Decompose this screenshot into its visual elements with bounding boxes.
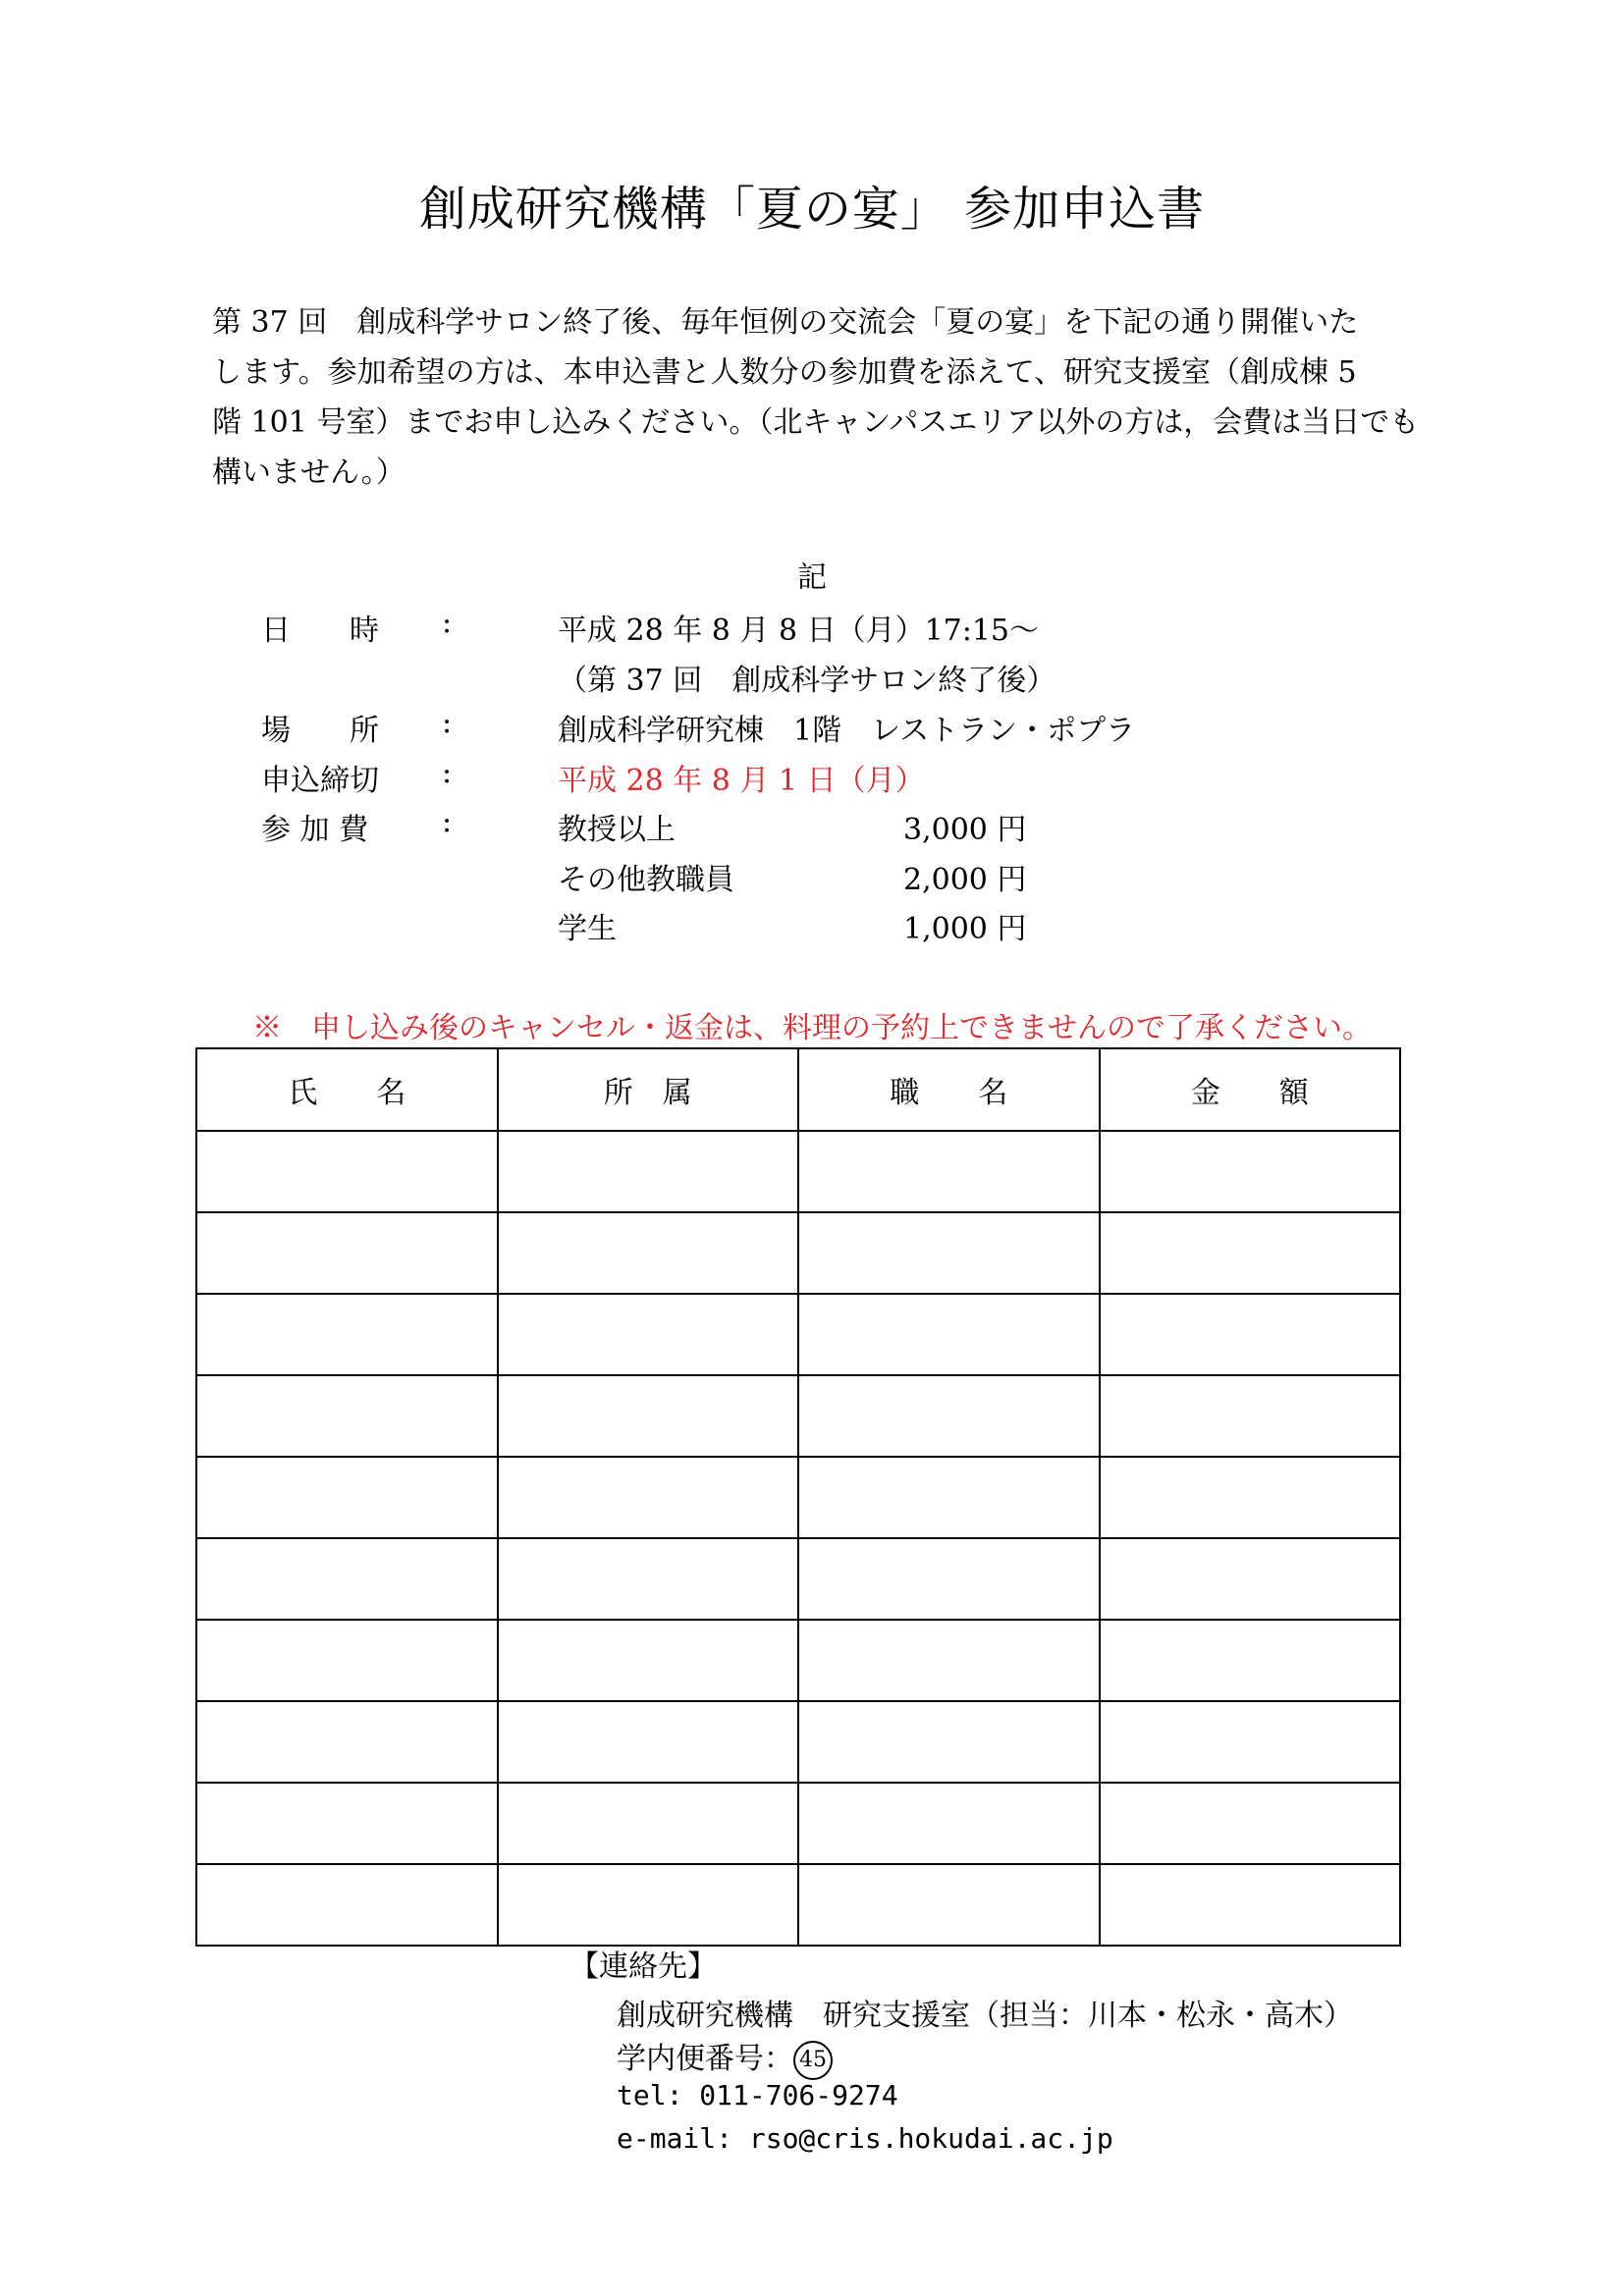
deadline-value: 平成 28 年 8 月 1 日（月）: [558, 764, 925, 798]
cell-position[interactable]: [798, 1375, 1100, 1457]
table-row: [196, 1783, 1400, 1864]
intro-line: 第 37 回 創成科学サロン終了後、毎年恒例の交流会「夏の宴」を下記の通り開催いた: [212, 305, 1359, 340]
table-header-row: [196, 1048, 1400, 1131]
intro-line: 構いません。）: [212, 455, 406, 490]
cell-affiliation[interactable]: [498, 1538, 799, 1620]
cell-name[interactable]: [196, 1375, 498, 1457]
table-row: [196, 1212, 1400, 1294]
contact-office: 創成研究機構 研究支援室（担当：川本・松永・高木）: [617, 1999, 1353, 2033]
cell-position[interactable]: [798, 1620, 1100, 1701]
cell-affiliation[interactable]: [498, 1701, 799, 1783]
cell-position[interactable]: [798, 1457, 1100, 1538]
intro-line: 階 101 号室）までお申し込みください。（北キャンパスエリア以外の方は，会費は当日でも: [212, 405, 1420, 440]
mail-code-number: 45: [793, 2041, 833, 2080]
fee-amount: 3,000 円: [903, 813, 1027, 847]
cell-position[interactable]: [798, 1212, 1100, 1294]
fee-label: 参 加 費: [261, 813, 369, 847]
page-title: 創成研究機構「夏の宴」 参加申込書: [418, 182, 1206, 237]
cancellation-notice: ※ 申し込み後のキャンセル・返金は、料理の予約上できませんので了承ください。: [252, 1011, 1372, 1045]
cell-amount[interactable]: [1100, 1131, 1401, 1212]
mail-code-label: 学内便番号：: [617, 2042, 793, 2076]
cell-position[interactable]: [798, 1864, 1100, 1946]
cell-amount[interactable]: [1100, 1538, 1401, 1620]
deadline-colon: :: [442, 756, 453, 790]
cell-affiliation[interactable]: [498, 1783, 799, 1864]
place-colon: :: [442, 706, 453, 740]
ki-heading: 記: [797, 561, 827, 595]
cell-amount[interactable]: [1100, 1701, 1401, 1783]
cell-amount[interactable]: [1100, 1212, 1401, 1294]
datetime-colon: :: [442, 606, 453, 640]
cell-affiliation[interactable]: [498, 1620, 799, 1701]
registration-table: [195, 1047, 1401, 1947]
cell-amount[interactable]: [1100, 1294, 1401, 1375]
cell-name[interactable]: [196, 1212, 498, 1294]
place-value: 創成科学研究棟 1階 レストラン・ポプラ: [558, 714, 1136, 748]
cell-position[interactable]: [798, 1538, 1100, 1620]
cell-name[interactable]: [196, 1294, 498, 1375]
fee-colon: :: [442, 805, 453, 839]
cell-name[interactable]: [196, 1457, 498, 1538]
cell-amount[interactable]: [1100, 1620, 1401, 1701]
fee-category: 教授以上: [558, 813, 676, 847]
cell-amount[interactable]: [1100, 1457, 1401, 1538]
cell-name[interactable]: [196, 1783, 498, 1864]
header-amount: 金 額: [1100, 1048, 1401, 1131]
contact-heading: 【連絡先】: [569, 1949, 717, 1984]
contact-email: e-mail: rso@cris.hokudai.ac.jp: [617, 2122, 1113, 2155]
header-name: 氏 名: [196, 1048, 498, 1131]
table-row: [196, 1457, 1400, 1538]
cell-affiliation[interactable]: [498, 1457, 799, 1538]
table-row: [196, 1294, 1400, 1375]
cell-amount[interactable]: [1100, 1375, 1401, 1457]
intro-paragraph: [212, 297, 1430, 498]
fee-amount: 1,000 円: [903, 912, 1027, 946]
datetime-label: 日 時: [261, 614, 379, 648]
cell-position[interactable]: [798, 1294, 1100, 1375]
deadline-label: 申込締切: [261, 764, 379, 798]
place-label: 場 所: [261, 714, 379, 748]
header-affiliation: 所 属: [498, 1048, 799, 1131]
cell-amount[interactable]: [1100, 1864, 1401, 1946]
cell-affiliation[interactable]: [498, 1864, 799, 1946]
cell-name[interactable]: [196, 1701, 498, 1783]
cell-affiliation[interactable]: [498, 1131, 799, 1212]
table-row: [196, 1701, 1400, 1783]
table-row: [196, 1131, 1400, 1212]
cell-affiliation[interactable]: [498, 1294, 799, 1375]
table-row: [196, 1864, 1400, 1946]
cell-amount[interactable]: [1100, 1783, 1401, 1864]
table-row: [196, 1375, 1400, 1457]
table-body: [196, 1131, 1400, 1946]
cell-affiliation[interactable]: [498, 1375, 799, 1457]
contact-tel: tel: 011-706-9274: [617, 2079, 898, 2111]
cell-position[interactable]: [798, 1701, 1100, 1783]
cell-affiliation[interactable]: [498, 1212, 799, 1294]
fee-amount: 2,000 円: [903, 863, 1027, 897]
header-position: 職 名: [798, 1048, 1100, 1131]
cell-name[interactable]: [196, 1620, 498, 1701]
fee-category: 学生: [558, 912, 617, 946]
cell-name[interactable]: [196, 1864, 498, 1946]
datetime-value: 平成 28 年 8 月 8 日（月）17:15～: [558, 614, 1040, 648]
table-row: [196, 1620, 1400, 1701]
table-row: [196, 1538, 1400, 1620]
cell-name[interactable]: [196, 1131, 498, 1212]
cell-position[interactable]: [798, 1783, 1100, 1864]
intro-line: します。参加希望の方は、本申込書と人数分の参加費を添えて、研究支援室（創成棟 5: [212, 355, 1357, 390]
fee-category: その他教職員: [558, 863, 734, 897]
cell-position[interactable]: [798, 1131, 1100, 1212]
cell-name[interactable]: [196, 1538, 498, 1620]
datetime-sub: （第 37 回 創成科学サロン終了後）: [558, 664, 1056, 698]
contact-mail-code: [617, 2034, 833, 2080]
